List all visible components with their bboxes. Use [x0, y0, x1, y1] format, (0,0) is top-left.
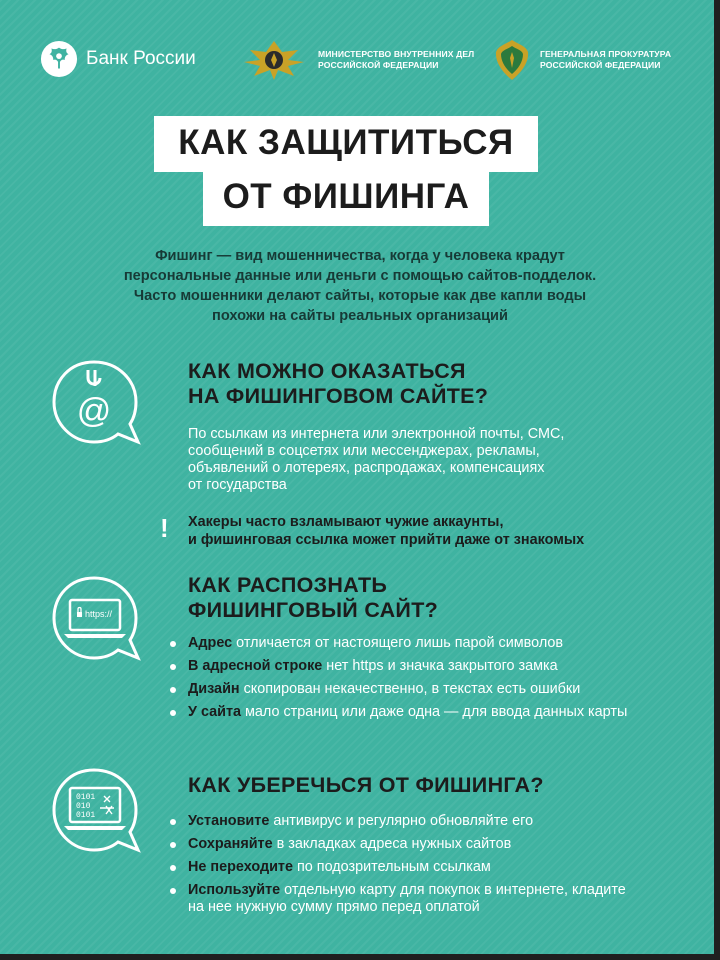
bullet	[170, 664, 176, 670]
item-bold: У сайта	[188, 704, 242, 720]
item-text: нет https и значка закрытого замка	[322, 658, 558, 674]
item-text: скопирован некачественно, в текстах есть ошибки	[239, 681, 581, 697]
intro-line: похожи на сайты реальных организаций	[212, 308, 508, 324]
title-line-2: ОТ ФИШИНГА	[203, 170, 489, 226]
text-line: объявлений о лотереях, распродажах, компенсациях	[188, 460, 545, 476]
binary-line-3: 0101	[76, 811, 96, 820]
laptop-https-icon	[48, 572, 152, 672]
mvd-logo	[238, 38, 474, 82]
bullet	[170, 842, 176, 848]
item-bold: Сохраняйте	[188, 836, 273, 852]
text-line: сообщений в соцсетях или мессенджерах, рекламы,	[188, 443, 540, 459]
ministry-name	[318, 49, 474, 71]
item-text: мало страниц или даже одна — для ввода данных карты	[241, 704, 628, 720]
bank-eagle-icon	[40, 40, 78, 78]
text-line: По ссылкам из интернета или электронной почты, СМС,	[188, 426, 565, 442]
bank-name: Банк России	[86, 48, 196, 69]
binary-line-2: 010	[76, 802, 91, 811]
item-text: отдельную карту для покупок в интернете, кладите на нее нужную сумму прямо перед оплатой	[188, 882, 626, 915]
item-bold: Дизайн	[188, 681, 240, 697]
heading-line: КАК МОЖНО ОКАЗАТЬСЯ	[188, 359, 466, 383]
item-text: по подозрительным ссылкам	[292, 859, 491, 875]
intro-line: персональные данные или деньги с помощью сайтов-подделок.	[123, 268, 597, 284]
bullet	[170, 710, 176, 716]
section1-warning	[188, 513, 628, 549]
section1-heading	[188, 359, 488, 409]
bullet	[170, 888, 176, 894]
item-bold: В адресной строке	[188, 658, 323, 674]
item-bold: Установите	[188, 813, 270, 829]
section3-list	[170, 813, 638, 922]
bank-of-russia-logo	[40, 40, 196, 78]
bug-icon	[100, 796, 114, 814]
list-item	[170, 882, 638, 916]
ministry-line-2: РОССИЙСКОЙ ФЕДЕРАЦИИ	[318, 60, 439, 70]
heading-line: ФИШИНГОВЫЙ САЙТ?	[188, 598, 439, 622]
laptop-binary-bug-icon	[48, 764, 152, 864]
https-label: https://	[85, 609, 113, 619]
list-item	[170, 836, 638, 853]
intro-line: Часто мошенники делают сайты, которые как две капли воды	[133, 288, 587, 304]
heading-line: НА ФИШИНГОВОМ САЙТЕ?	[188, 384, 489, 408]
item-bold: Адрес	[188, 635, 233, 651]
list-item	[170, 813, 638, 830]
list-item	[170, 704, 638, 721]
item-bold: Используйте	[188, 882, 281, 898]
bullet	[170, 641, 176, 647]
prosecutor-logo	[492, 38, 671, 82]
list-item	[170, 681, 638, 698]
item-bold: Не переходите	[188, 859, 293, 875]
mvd-emblem-icon	[238, 38, 310, 82]
list-item	[170, 635, 638, 652]
prosecutor-name	[540, 49, 671, 71]
intro-text	[90, 246, 630, 326]
list-item	[170, 859, 638, 876]
frame-edge-bottom	[0, 954, 720, 960]
frame-edge-right	[714, 0, 720, 960]
warning-line: Хакеры часто взламывают чужие аккаунты,	[188, 514, 504, 530]
heading-line: КАК РАСПОЗНАТЬ	[188, 573, 388, 597]
bullet	[170, 687, 176, 693]
warning-line: и фишинговая ссылка может прийти даже от знакомых	[188, 532, 585, 548]
prosecutor-emblem-icon	[492, 38, 532, 82]
title-line-1: КАК ЗАЩИТИТЬСЯ	[154, 116, 538, 172]
item-text: антивирус и регулярно обновляйте его	[269, 813, 534, 829]
bullet	[170, 819, 176, 825]
section3-heading	[188, 773, 544, 798]
svg-text:@: @	[76, 392, 112, 430]
ministry-line-1: МИНИСТЕРСТВО ВНУТРЕННИХ ДЕЛ	[318, 49, 475, 59]
text-line: от государства	[188, 477, 287, 493]
binary-line-1: 0101	[76, 793, 96, 802]
item-text: в закладках адреса нужных сайтов	[272, 836, 512, 852]
list-item	[170, 658, 638, 675]
phishing-hook-at-icon	[48, 356, 152, 456]
section2-heading	[188, 573, 438, 623]
bullet	[170, 865, 176, 871]
section1-text	[188, 426, 628, 494]
heading-line: КАК УБЕРЕЧЬСЯ ОТ ФИШИНГА?	[188, 773, 544, 797]
prosecutor-line-2: РОССИЙСКОЙ ФЕДЕРАЦИИ	[540, 60, 661, 70]
section2-list	[170, 635, 638, 727]
warning-mark: !	[160, 513, 169, 543]
item-text: отличается от настоящего лишь парой символов	[232, 635, 564, 651]
intro-line: Фишинг — вид мошенничества, когда у человека крадут	[155, 248, 565, 264]
prosecutor-line-1: ГЕНЕРАЛЬНАЯ ПРОКУРАТУРА	[540, 49, 672, 59]
